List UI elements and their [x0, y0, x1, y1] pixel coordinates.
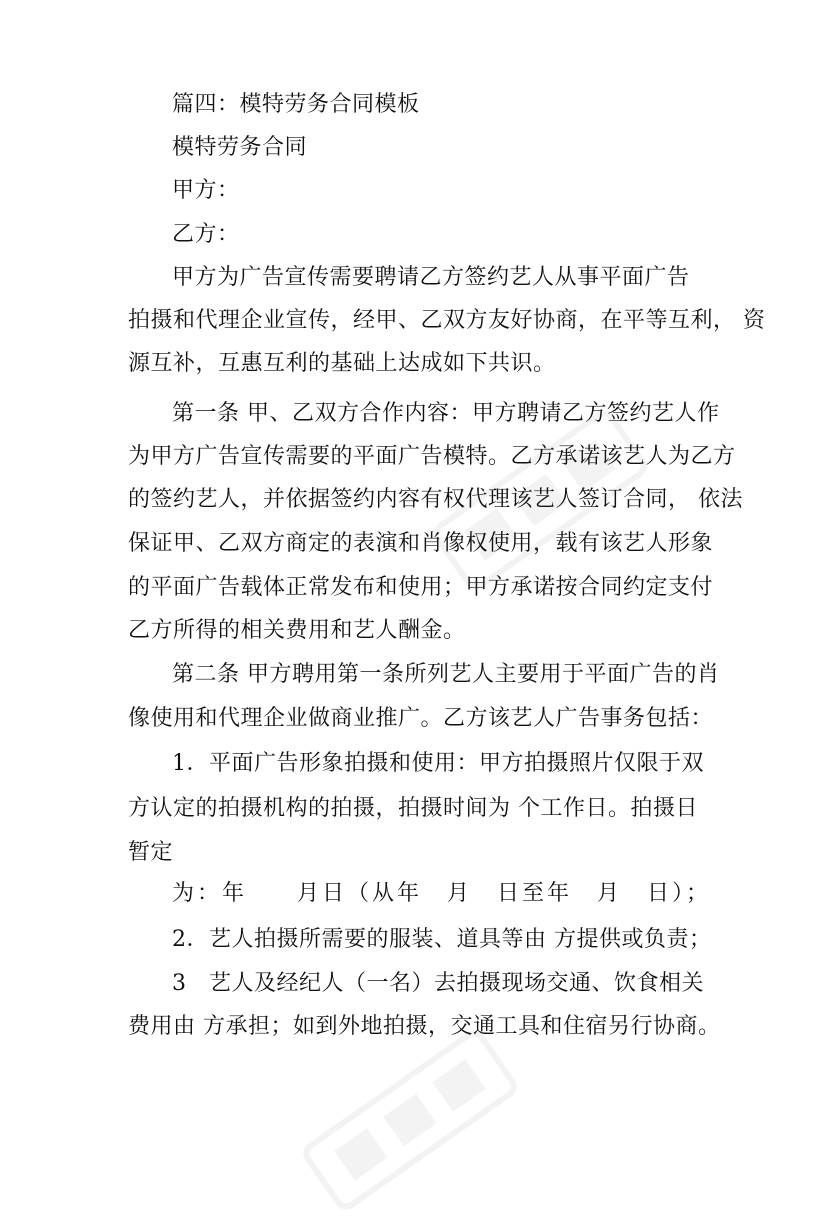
item2-line: 2．艺人拍摄所需要的服装、道具等由 方提供或负责； [172, 927, 712, 952]
article1-line: 的平面广告载体正常发布和使用；甲方承诺按合同约定支付 [128, 575, 714, 600]
article2-line: 像使用和代理企业做商业推广。乙方该艺人广告事务包括： [128, 706, 714, 731]
intro-line: 拍摄和代理企业宣传，经甲、乙双方友好协商，在平等互利， 资 [128, 308, 766, 333]
intro-line: 甲方为广告宣传需要聘请乙方签约艺人从事平面广告 [172, 265, 690, 290]
party-a-label: 甲方： [172, 178, 240, 203]
article1-line: 第一条 甲、乙双方合作内容：甲方聘请乙方签约艺人作 [172, 401, 720, 426]
item1-line: 1．平面广告形象拍摄和使用：甲方拍摄照片仅限于双 [172, 751, 704, 776]
item1-dates-line: 为：年 月日（从年 月 日至年 月 日）； [172, 881, 712, 906]
document-heading: 篇四：模特劳务合同模板 [172, 92, 420, 117]
article1-line: 保证甲、乙双方商定的表演和肖像权使用，载有该艺人形象 [128, 531, 714, 556]
item3-line: 3 艺人及经纪人（一名）去拍摄现场交通、饮食相关 [172, 971, 704, 996]
article1-line: 的签约艺人，并依据签约内容有权代理该艺人签订合同， 依法 [128, 487, 743, 512]
item1-line: 方认定的拍摄机构的拍摄，拍摄时间为 个工作日。拍摄日 [128, 796, 698, 821]
intro-line: 源互补，互惠互利的基础上达成如下共识。 [128, 351, 556, 376]
article2-line: 第二条 甲方聘用第一条所列艺人主要用于平面广告的肖 [172, 662, 720, 687]
item1-line: 暂定 [128, 840, 174, 865]
item3-line: 费用由 方承担；如到外地拍摄，交通工具和住宿另行协商。 [128, 1014, 721, 1039]
document-title: 模特劳务合同 [172, 135, 308, 160]
article1-line: 为甲方广告宣传需要的平面广告模特。乙方承诺该艺人为乙方 [128, 444, 736, 469]
watermark-graphic [297, 1024, 523, 1216]
party-b-label: 乙方： [172, 222, 240, 247]
article1-line: 乙方所得的相关费用和艺人酬金。 [128, 618, 466, 643]
